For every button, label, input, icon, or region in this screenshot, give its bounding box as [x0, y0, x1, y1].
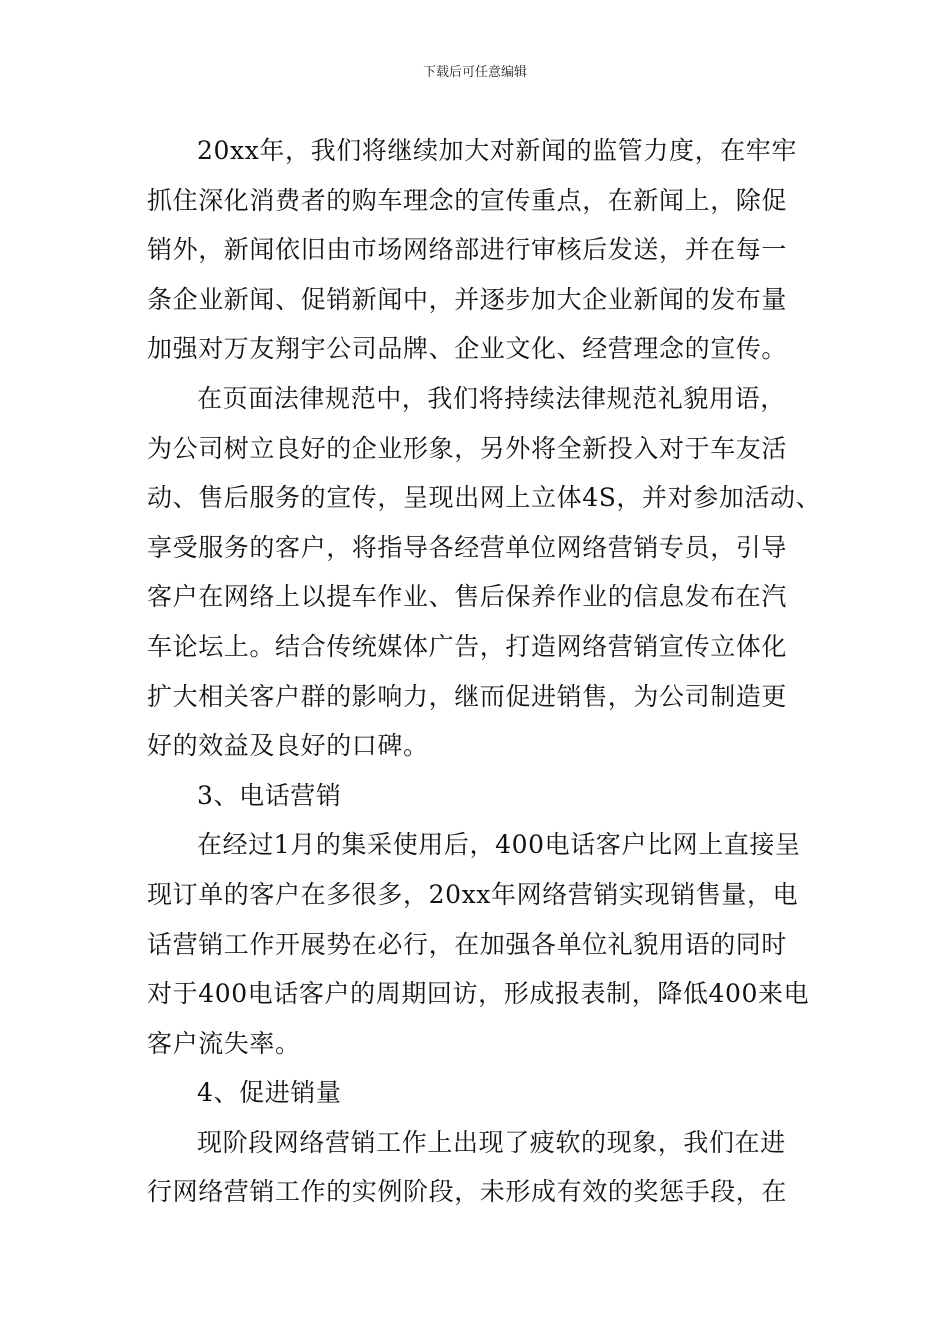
text-line: 抓住深化消费者的购车理念的宣传重点，在新闻上，除促 — [147, 185, 788, 215]
text-line: 扩大相关客户群的影响力，继而促进销售，为公司制造更 — [147, 681, 788, 711]
text-line: 客户在网络上以提车作业、售后保养作业的信息发布在汽 — [147, 582, 788, 612]
text-line: 为公司树立良好的企业形象，另外将全新投入对于车友活 — [147, 433, 788, 463]
text-line: 在页面法律规范中，我们将持续法律规范礼貌用语， — [197, 383, 786, 413]
text-line: 行网络营销工作的实例阶段，未形成有效的奖惩手段，在 — [147, 1177, 788, 1207]
document-body — [147, 126, 827, 1217]
text-line: 动、售后服务的宣传，呈现出网上立体4S，并对参加活动、 — [147, 483, 822, 513]
text-line: 20xx年，我们将继续加大对新闻的监管力度，在牢牢 — [197, 136, 798, 165]
text-line: 加强对万友翔宇公司品牌、企业文化、经营理念的宣传。 — [147, 334, 788, 364]
text-line: 客户流失率。 — [147, 1028, 301, 1058]
section-heading: 4、促进销量 — [197, 1078, 342, 1108]
text-line: 对于400电话客户的周期回访，形成报表制，降低400来电 — [147, 979, 810, 1009]
text-line: 现阶段网络营销工作上出现了疲软的现象，我们在进 — [197, 1127, 786, 1157]
text-line: 车论坛上。结合传统媒体广告，打造网络营销宣传立体化 — [147, 631, 788, 661]
text-line: 销外，新闻依旧由市场网络部进行审核后发送，并在每一 — [147, 235, 788, 265]
page-header: 下载后可任意编辑 — [422, 65, 527, 80]
text-line: 在经过1月的集采使用后，400电话客户比网上直接呈 — [197, 830, 801, 860]
text-line: 好的效益及良好的口碑。 — [147, 731, 429, 761]
text-line: 享受服务的客户，将指导各经营单位网络营销专员，引导 — [147, 532, 788, 562]
text-line: 话营销工作开展势在必行，在加强各单位礼貌用语的同时 — [147, 929, 788, 959]
section-heading: 3、电话营销 — [197, 780, 342, 810]
text-line: 现订单的客户在多很多，20xx年网络营销实现销售量，电 — [147, 879, 799, 909]
text-line: 条企业新闻、促销新闻中，并逐步加大企业新闻的发布量 — [147, 284, 788, 314]
